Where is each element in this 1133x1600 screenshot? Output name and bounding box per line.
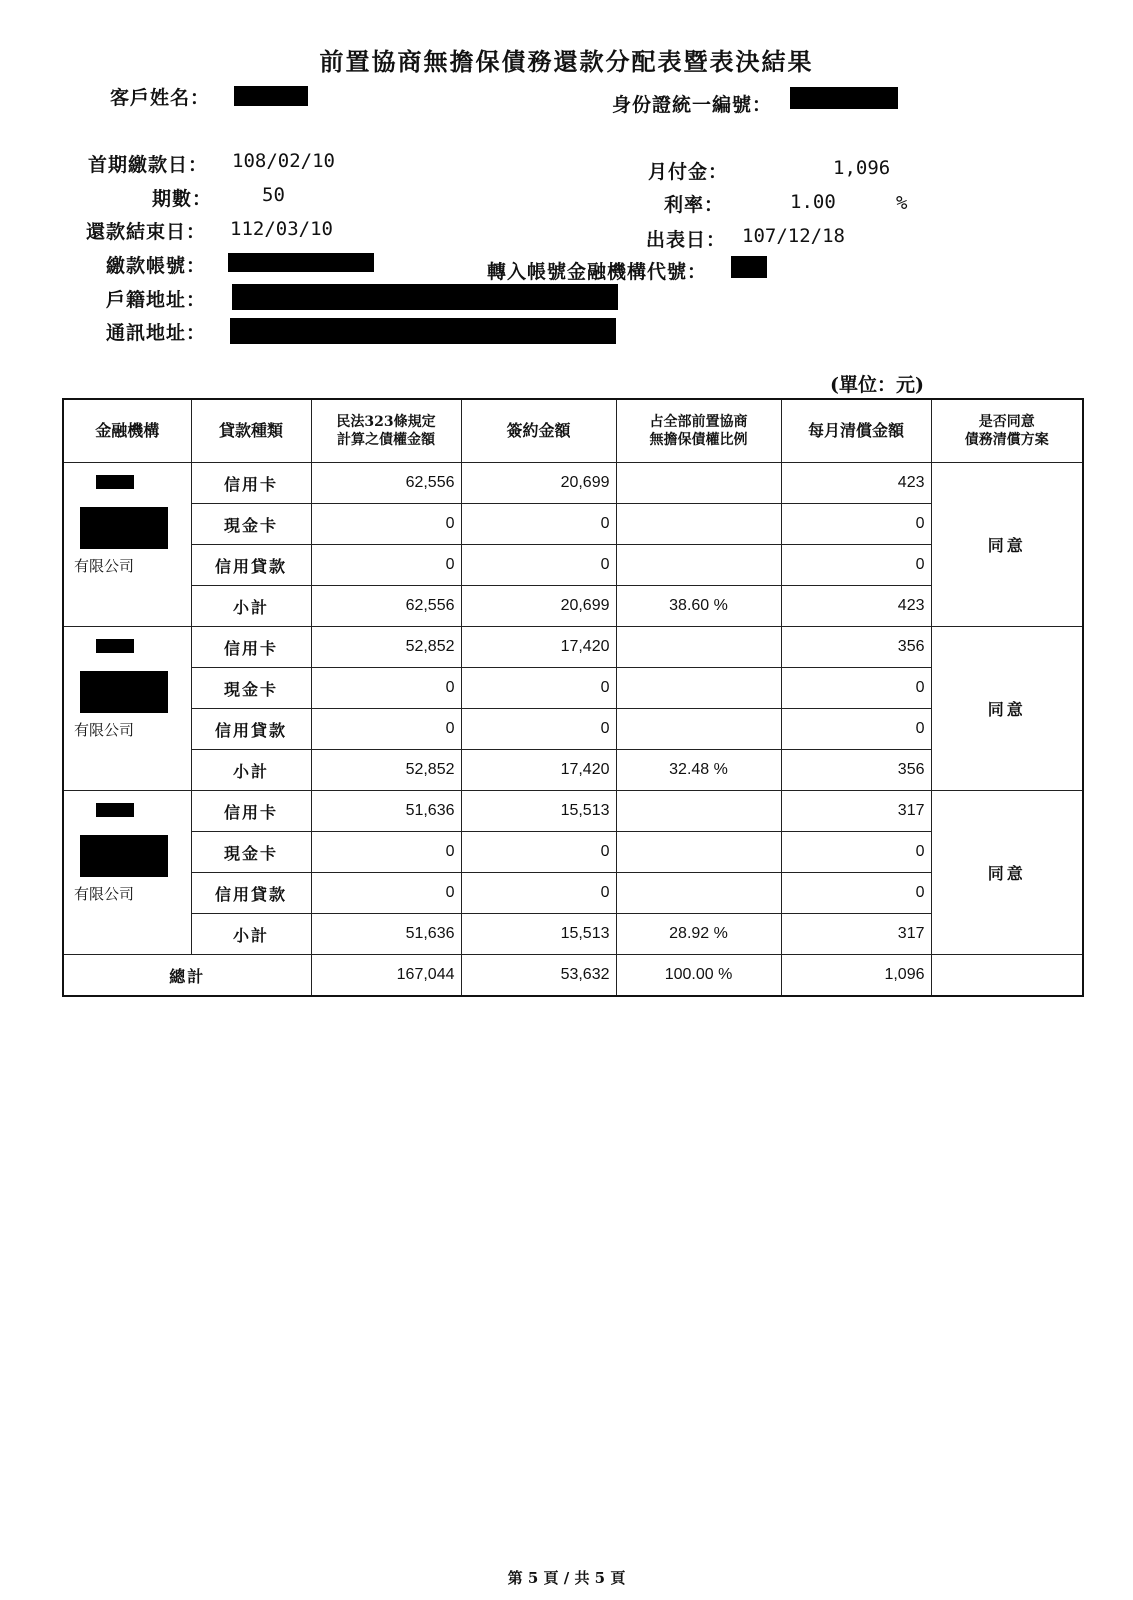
- ratio: 28.92 %: [616, 914, 781, 955]
- transfer-bank-redaction: [731, 256, 767, 278]
- institution-code-redaction: [96, 639, 134, 653]
- monthly-amount: 317: [781, 791, 931, 832]
- loan-type: 小計: [191, 914, 311, 955]
- contract-amount: 0: [461, 873, 616, 914]
- institution-cell: [63, 627, 191, 791]
- header-loan-type: 貸款種類: [191, 399, 311, 463]
- table-row: [63, 545, 1083, 586]
- issue-date-value: 107/12/18: [742, 225, 845, 247]
- contract-amount: 17,420: [461, 627, 616, 668]
- civil-amount: 0: [311, 504, 461, 545]
- civil-amount: 51,636: [311, 791, 461, 832]
- institution-name-suffix: 有限公司: [74, 885, 135, 903]
- subtotal-row: [63, 914, 1083, 955]
- civil-amount: 0: [311, 832, 461, 873]
- monthly-amount: 0: [781, 709, 931, 750]
- contract-amount: 0: [461, 504, 616, 545]
- ratio: [616, 668, 781, 709]
- total-agree-empty: [931, 955, 1083, 997]
- header-agree-line2: 債務清償方案: [964, 432, 1049, 448]
- ratio: [616, 709, 781, 750]
- ratio: [616, 627, 781, 668]
- first-payment-label: 首期繳款日：: [88, 154, 209, 176]
- end-date-label: 還款結束日：: [86, 221, 207, 243]
- contract-amount: 15,513: [461, 791, 616, 832]
- total-monthly-amount: 1,096: [781, 955, 931, 997]
- institution-name-redaction: [80, 671, 168, 713]
- end-date-value: 112/03/10: [230, 218, 333, 240]
- loan-type: 現金卡: [191, 668, 311, 709]
- header-civil-code-line2: 計算之債權金額: [337, 432, 435, 448]
- interest-rate-unit: %: [896, 192, 908, 214]
- civil-amount: 52,852: [311, 750, 461, 791]
- loan-type: 信用貸款: [191, 873, 311, 914]
- table-row: [63, 791, 1083, 832]
- monthly-amount: 0: [781, 504, 931, 545]
- table-row: [63, 668, 1083, 709]
- account-redaction: [228, 253, 374, 272]
- header-ratio: [616, 399, 781, 463]
- civil-amount: 0: [311, 709, 461, 750]
- interest-rate-value: 1.00: [790, 191, 836, 213]
- mailing-address-label: 通訊地址：: [106, 322, 207, 344]
- mailing-address-redaction: [230, 318, 616, 344]
- loan-type: 信用卡: [191, 791, 311, 832]
- loan-type: 小計: [191, 750, 311, 791]
- institution-name-suffix: 有限公司: [74, 721, 135, 739]
- ratio: 38.60 %: [616, 586, 781, 627]
- monthly-amount: 317: [781, 914, 931, 955]
- contract-amount: 0: [461, 832, 616, 873]
- client-name-redaction: [234, 86, 308, 106]
- header-monthly-repay: 每月清償金額: [781, 399, 931, 463]
- table-row: [63, 709, 1083, 750]
- agree-status: 同意: [931, 627, 1083, 791]
- ratio: 32.48 %: [616, 750, 781, 791]
- monthly-amount: 0: [781, 545, 931, 586]
- total-label: 總計: [63, 955, 311, 997]
- total-civil-amount: 167,044: [311, 955, 461, 997]
- ratio: [616, 545, 781, 586]
- agree-status: 同意: [931, 463, 1083, 627]
- institution-name-redaction: [80, 835, 168, 877]
- contract-amount: 20,699: [461, 586, 616, 627]
- ratio: [616, 832, 781, 873]
- ratio: [616, 873, 781, 914]
- civil-amount: 51,636: [311, 914, 461, 955]
- monthly-payment-value: 1,096: [833, 157, 891, 179]
- institution-cell: [63, 791, 191, 955]
- civil-amount: 52,852: [311, 627, 461, 668]
- page-title: 前置協商無擔保債務還款分配表暨表決結果: [319, 47, 814, 76]
- header-ratio-line1: 占全部前置協商: [649, 413, 748, 430]
- civil-amount: 0: [311, 545, 461, 586]
- institution-name-redaction: [80, 507, 168, 549]
- monthly-payment-label: 月付金：: [648, 161, 729, 183]
- loan-type: 小計: [191, 586, 311, 627]
- loan-type: 信用卡: [191, 463, 311, 504]
- subtotal-row: [63, 586, 1083, 627]
- contract-amount: 0: [461, 668, 616, 709]
- header-institution: 金融機構: [63, 399, 191, 463]
- table-row: [63, 627, 1083, 668]
- account-label: 繳款帳號：: [106, 255, 207, 277]
- loan-type: 現金卡: [191, 832, 311, 873]
- client-name-label: 客戶姓名：: [110, 87, 211, 109]
- table-row: [63, 832, 1083, 873]
- agree-status: 同意: [931, 791, 1083, 955]
- civil-amount: 62,556: [311, 463, 461, 504]
- first-payment-value: 108/02/10: [232, 150, 335, 172]
- monthly-amount: 356: [781, 627, 931, 668]
- total-contract-amount: 53,632: [461, 955, 616, 997]
- header-agree: [931, 399, 1083, 463]
- header-civil-code-line1: 民法323條規定: [336, 413, 436, 430]
- header-agree-line1: 是否同意: [978, 413, 1035, 430]
- contract-amount: 17,420: [461, 750, 616, 791]
- contract-amount: 15,513: [461, 914, 616, 955]
- loan-type: 現金卡: [191, 504, 311, 545]
- page-number: 第 5 頁 / 共 5 頁: [507, 1569, 626, 1587]
- interest-rate-label: 利率：: [664, 194, 725, 216]
- monthly-amount: 423: [781, 463, 931, 504]
- contract-amount: 0: [461, 545, 616, 586]
- contract-amount: 0: [461, 709, 616, 750]
- institution-cell: [63, 463, 191, 627]
- monthly-amount: 0: [781, 668, 931, 709]
- institution-code-redaction: [96, 803, 134, 817]
- civil-amount: 0: [311, 873, 461, 914]
- loan-type: 信用貸款: [191, 709, 311, 750]
- monthly-amount: 423: [781, 586, 931, 627]
- table-row: [63, 873, 1083, 914]
- ratio: [616, 791, 781, 832]
- institution-code-redaction: [96, 475, 134, 489]
- contract-amount: 20,699: [461, 463, 616, 504]
- table-row: [63, 463, 1083, 504]
- table-header-row: [63, 399, 1083, 463]
- periods-value: 50: [262, 184, 285, 206]
- header-contract-amount: 簽約金額: [461, 399, 616, 463]
- subtotal-row: [63, 750, 1083, 791]
- loan-type: 信用卡: [191, 627, 311, 668]
- header-ratio-line2: 無擔保債權比例: [649, 432, 748, 448]
- household-address-label: 戶籍地址：: [106, 289, 207, 311]
- monthly-amount: 0: [781, 873, 931, 914]
- total-row: [63, 955, 1083, 997]
- monthly-amount: 0: [781, 832, 931, 873]
- civil-amount: 0: [311, 668, 461, 709]
- issue-date-label: 出表日：: [646, 229, 727, 251]
- periods-label: 期數：: [152, 188, 213, 210]
- civil-amount: 62,556: [311, 586, 461, 627]
- ratio: [616, 463, 781, 504]
- total-ratio: 100.00 %: [616, 955, 781, 997]
- institution-name-suffix: 有限公司: [74, 557, 135, 575]
- household-address-redaction: [232, 284, 618, 310]
- header-civil-code: [311, 399, 461, 463]
- ratio: [616, 504, 781, 545]
- unit-note: (單位：元): [830, 374, 924, 396]
- allocation-table: [62, 398, 1084, 997]
- table-row: [63, 504, 1083, 545]
- id-number-label: 身份證統一編號：: [612, 94, 773, 116]
- loan-type: 信用貸款: [191, 545, 311, 586]
- id-number-redaction: [790, 87, 898, 109]
- monthly-amount: 356: [781, 750, 931, 791]
- transfer-bank-label: 轉入帳號金融機構代號：: [487, 261, 708, 283]
